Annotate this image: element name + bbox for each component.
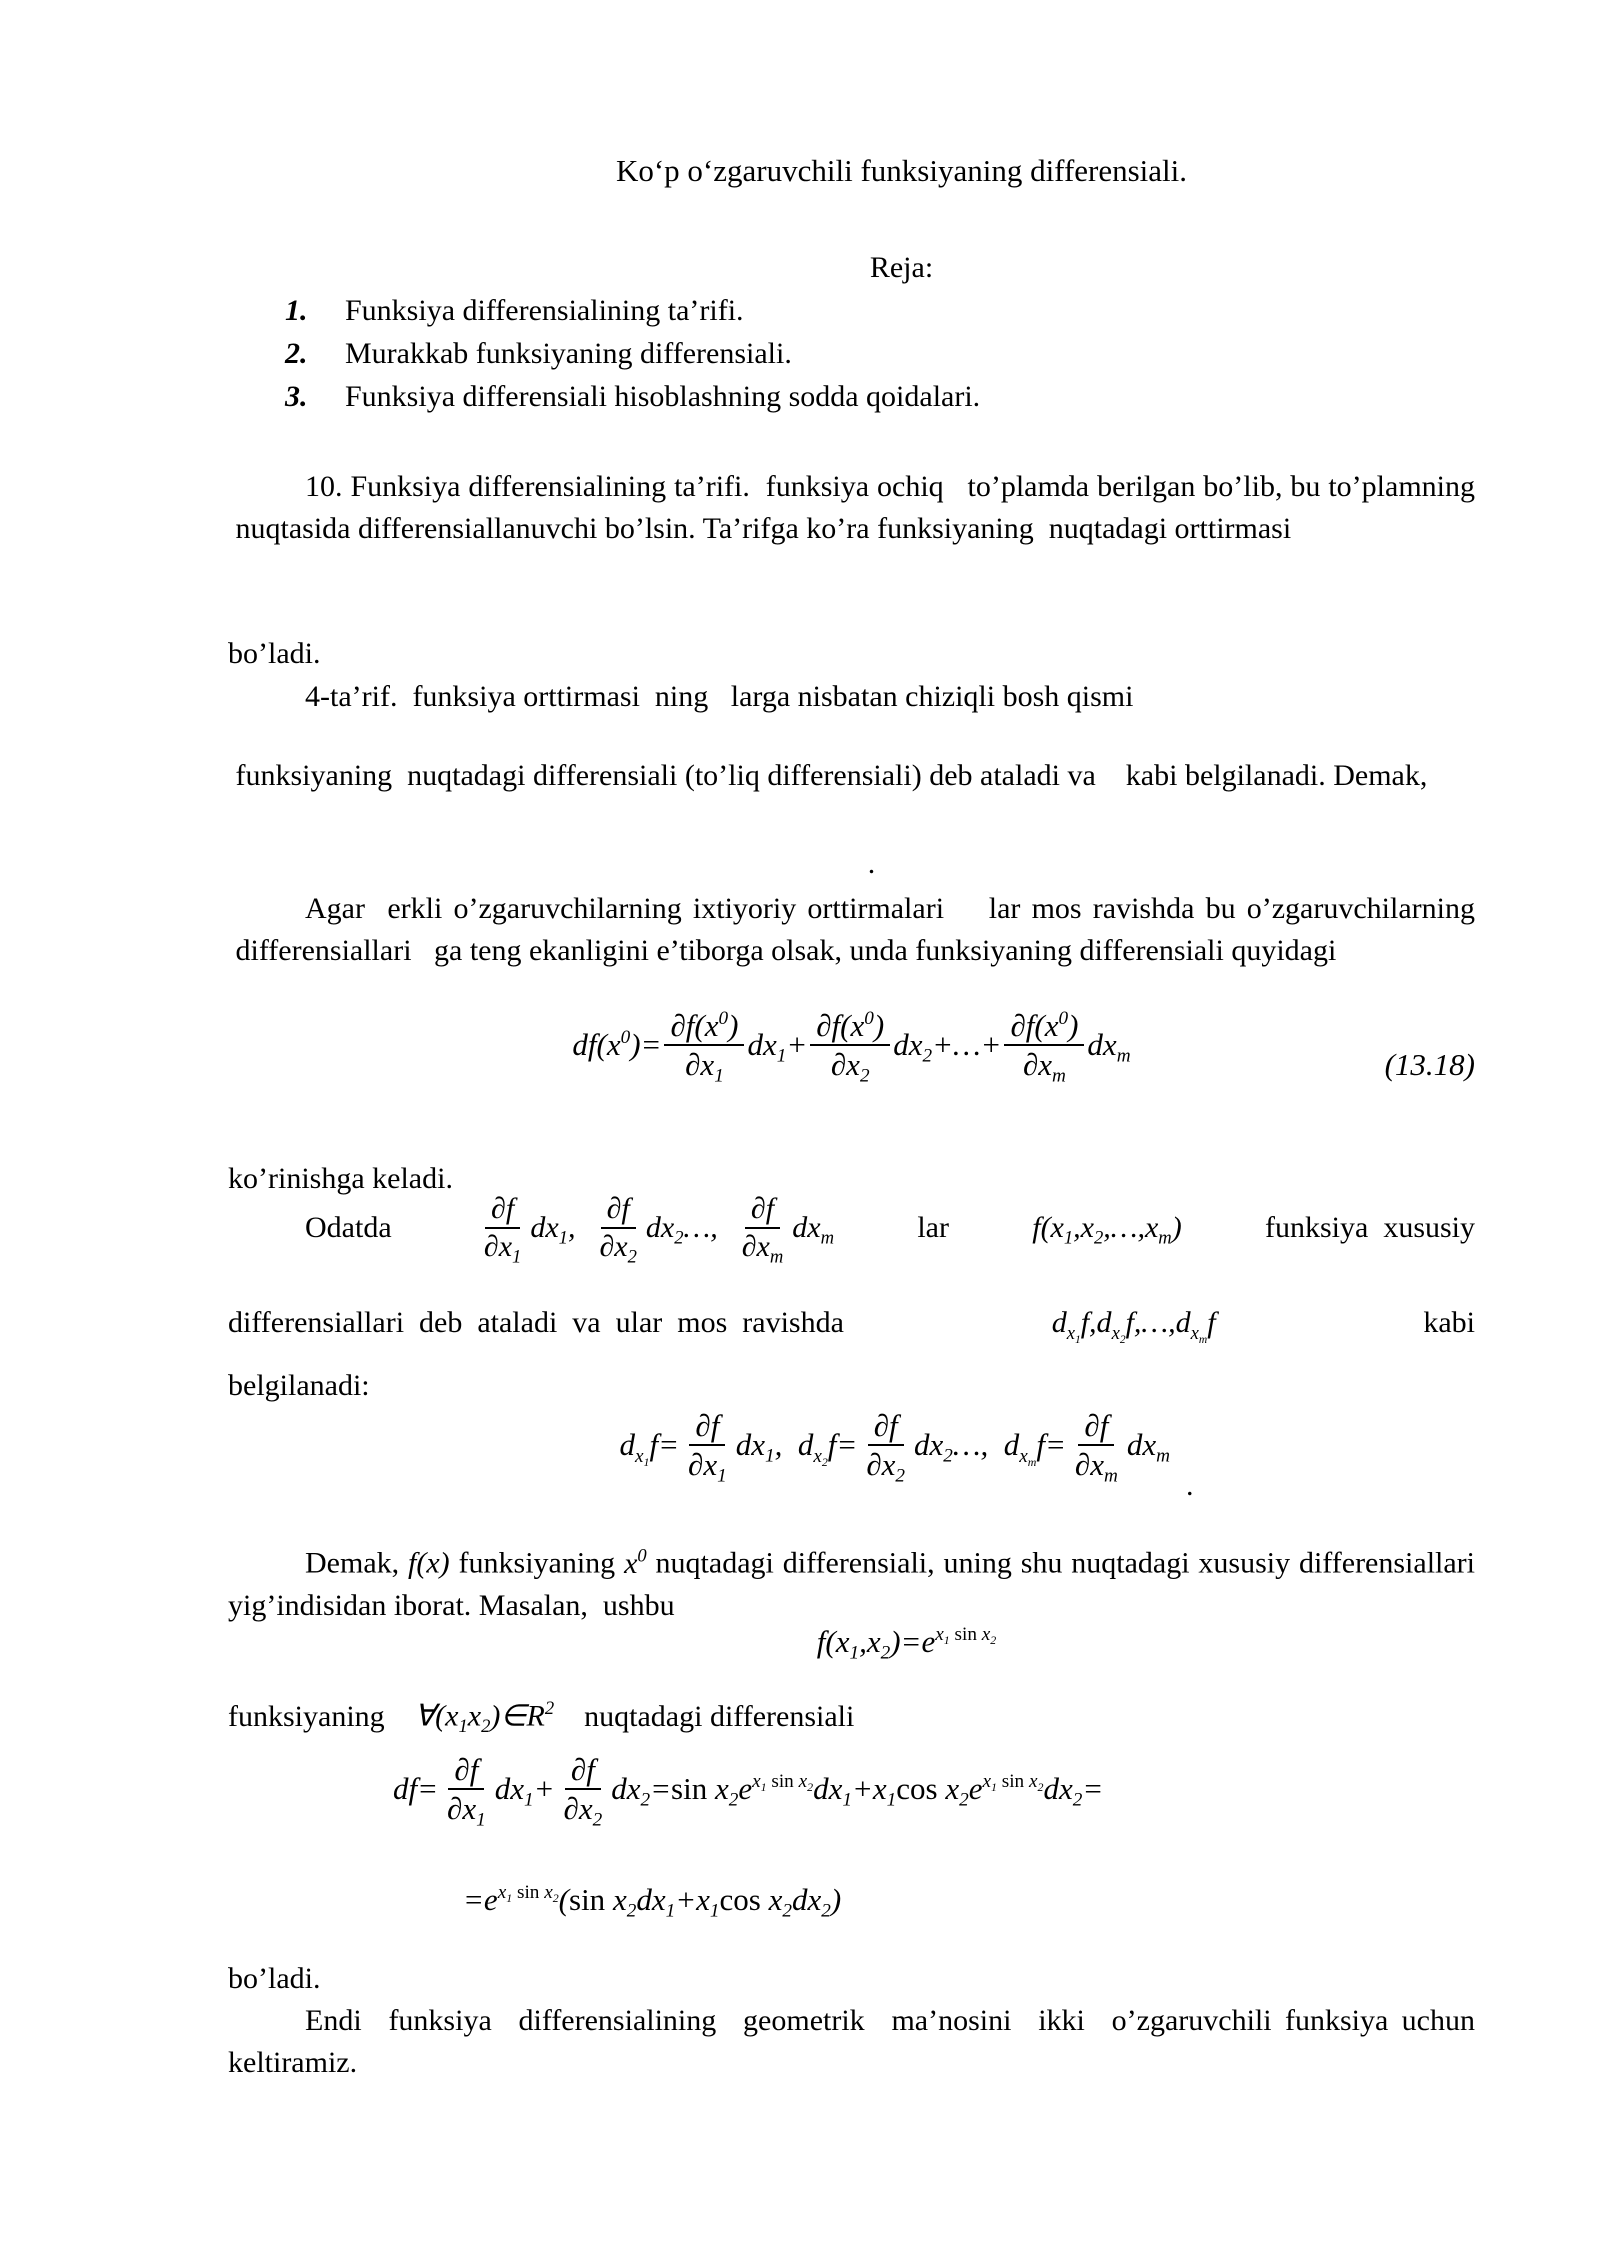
- list-text: Murakkab funksiyaning differensiali.: [345, 337, 792, 370]
- text-deb-ataladi: differensiallari deb ataladi va ular mos ravishda: [228, 1306, 844, 1339]
- paragraph-boladi-2: bo’ladi.: [228, 1962, 321, 1995]
- formula-total-differential: $df(x^0)=$ $\frac{\partial f(x^0)}{\partial x_1}$ $dx_1+$ $\frac{\partial f(x^0)}{\partial x_2}$ $dx_2+\dots+$ $\frac{\partial f(x^0)}{\partial x_m}$ $dx_m$: [572, 1008, 1131, 1088]
- text-nuqtadagi: nuqtadagi differensiali, uning shu nuqtadagi xususiy differensiallari yig’indisidan iborat. Masalan, ushbu: [228, 1546, 1476, 1622]
- equation-partial-differentials-block: [228, 1408, 1475, 1503]
- paragraph-differensial-def: funksiyaning nuqtadagi differensiali (to’liq differensiali) deb ataladi va kabi belgilanadi. Demak,: [228, 759, 1428, 792]
- paragraph-definition-intro: 10. Funksiya differensialining ta’rifi. funksiya ochiq to’plamda berilgan bo’lib, bu to’plamning nuqtasida differensiallanuvchi bo’lsin. Ta’rifga ko’ra funksiyaning nuqtadagi orttirmasi: [228, 470, 1475, 545]
- equation-number: (13.18): [1384, 1046, 1475, 1082]
- text-demak: Demak,: [305, 1546, 409, 1580]
- reja-list: [228, 289, 1475, 418]
- inline-math-d-sub-f: $d_{x_1}f,d_{x_2}f,\dots,d_{x_m}f$: [1051, 1306, 1216, 1346]
- list-text: Funksiya differensiali hisoblashning sodda qoidalari.: [345, 380, 981, 413]
- inline-math-partial-differentials: $\frac{\partial f}{\partial x_1}$ $dx_1$, $\frac{\partial f}{\partial x_2}$ $dx_2\dots$, $\frac{\partial f}{\partial x_m}$ $dx_m$: [483, 1192, 835, 1268]
- line-differensiallari: [228, 1302, 1475, 1361]
- paragraph-korinishga: ko’rinishga keladi.: [228, 1162, 453, 1195]
- standalone-period: .: [867, 847, 876, 880]
- equation-df-factored-block: [228, 1880, 1475, 1923]
- text-odatda: Odatda: [305, 1210, 392, 1244]
- list-number: 2.: [285, 337, 308, 370]
- text-kabi: kabi: [1423, 1306, 1475, 1339]
- list-item-2: [228, 332, 1475, 375]
- text-lar: lar: [917, 1210, 949, 1244]
- text-funksiyaning: funksiyaning: [449, 1546, 625, 1580]
- paragraph-tarif-4: 4-ta’rif. funksiya orttirmasi ning larga nisbatan chiziqli bosh qismi: [305, 680, 1134, 713]
- paragraph-demak: [228, 1535, 1475, 1627]
- formula-df-factored: $=e^{x_1 sin x_2}(\sin$ $x_2dx_1+x_1\cos$ $x_2dx_2$): [463, 1882, 842, 1922]
- inline-math-f-of-x: f(x): [408, 1546, 450, 1580]
- list-item-3: [228, 375, 1475, 418]
- list-number: 3.: [285, 380, 308, 413]
- text-funksiyaning-2: funksiyaning: [228, 1699, 385, 1733]
- inline-math-function-vars: $f(x_1,x_2,\dots,x_m)$: [1032, 1210, 1182, 1249]
- paragraph-boladi-1: bo’ladi.: [228, 637, 321, 670]
- page-title: Koʻp oʻzgaruvchili funksiyaning differensiali.: [615, 153, 1188, 188]
- line-odatda: [228, 1192, 1475, 1268]
- text-nuqtadagi-differensiali: nuqtadagi differensiali: [584, 1699, 855, 1733]
- paragraph-belgilanadi: belgilanadi:: [228, 1369, 370, 1402]
- list-text: Funksiya differensialining ta’rifi.: [345, 294, 744, 327]
- equation-df-expansion-block: [228, 1752, 1475, 1832]
- paragraph-endi: Endi funksiya differensialining geometrik ma’nosini ikki o’zgaruvchili funksiya uchun keltiramiz.: [228, 2004, 1475, 2079]
- reja-heading: Reja:: [869, 251, 934, 284]
- text-funksiya-xususiy: funksiya xususiy: [1265, 1210, 1475, 1244]
- list-item-1: [228, 289, 1475, 332]
- formula-df-expansion: df= $\frac{\partial f}{\partial x_1}$ $dx_1+$ $\frac{\partial f}{\partial x_2}$ $dx_2=\sin$ $x_2e^{x_1 sin x_2}dx_1+x_1\cos$ $x_2e^{x_1 sin x_2}dx_2=$: [393, 1752, 1104, 1832]
- equation-trailing-period: .: [1186, 1469, 1194, 1503]
- formula-example-function: $f(x_1,x_2)=e^{x_1 sin x_2}$: [816, 1624, 997, 1664]
- inline-math-forall-r2: $\forall(x_1x_2)\in R^2$: [414, 1698, 555, 1738]
- formula-partial-differentials: $d_{x_1}f=$ $\frac{\partial f}{\partial x_1}$ $dx_1$, $d_{x_2}f=$ $\frac{\partial f}{\partial x_2}$ $dx_2\dots$, $d_{x_m}f=$ $\frac{\partial f}{\partial x_m}$ $dx_m$: [619, 1408, 1171, 1488]
- line-funksiyaning-forall: [228, 1688, 1475, 1748]
- list-number: 1.: [285, 294, 308, 327]
- inline-math-x0: $x^0$: [624, 1545, 647, 1580]
- equation-example-function-block: [228, 1622, 1475, 1665]
- paragraph-agar: Agar erkli o’zgaruvchilarning ixtiyoriy orttirmalari lar mos ravishda bu o’zgaruvchilarning differensiallari ga teng ekanligini e’tiborga olsak, unda funksiyaning differensiali quyidagi: [228, 892, 1475, 967]
- equation-13-18-block: [228, 1008, 1475, 1088]
